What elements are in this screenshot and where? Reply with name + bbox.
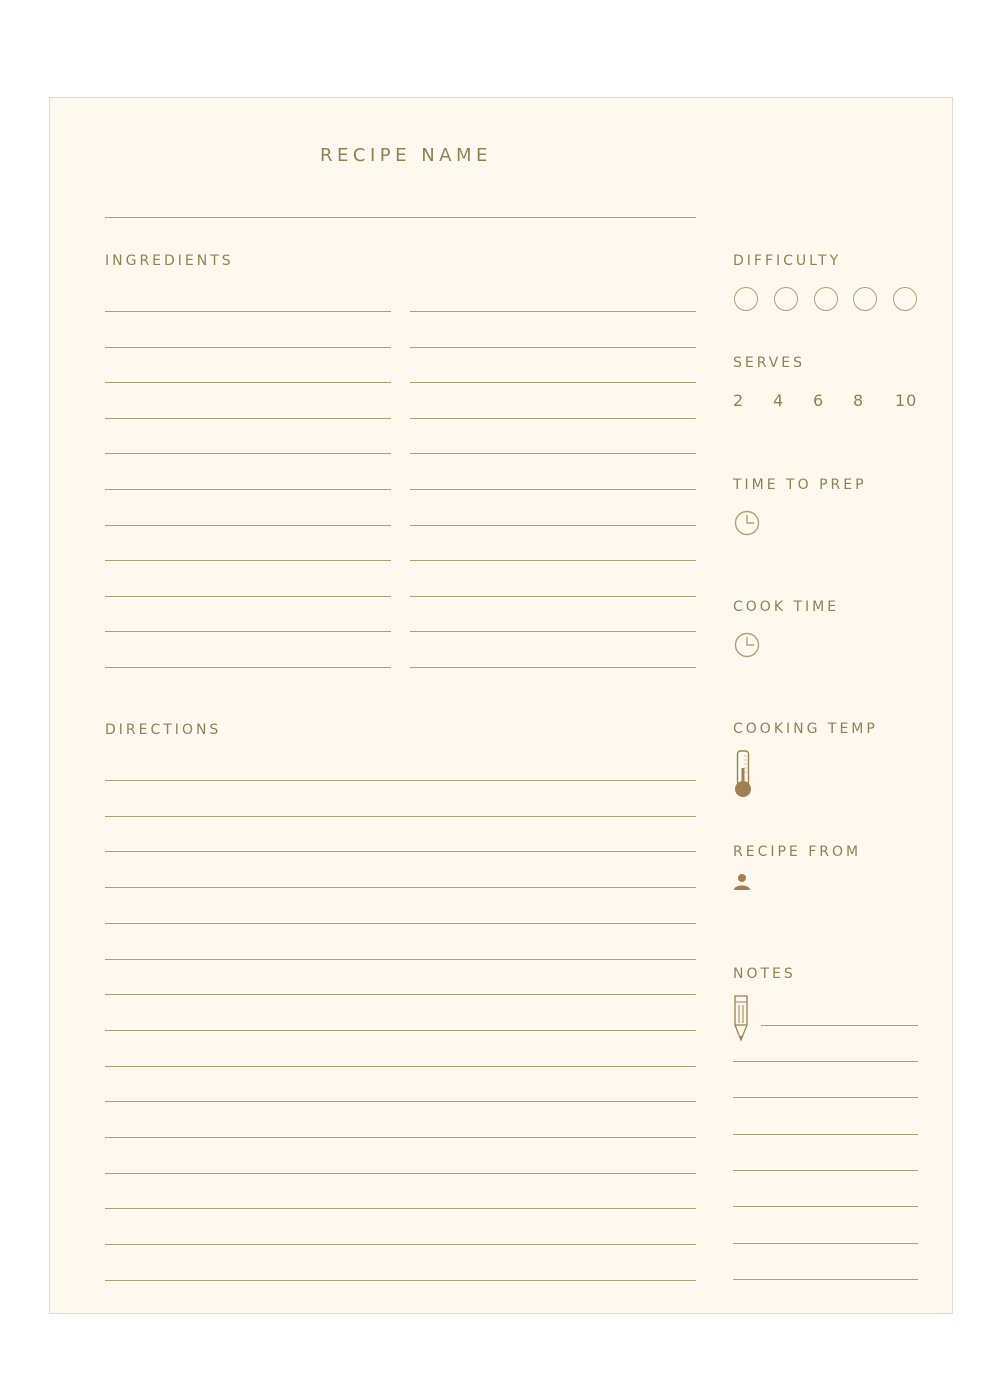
serves-option[interactable]: 4 (773, 391, 785, 410)
difficulty-circle[interactable] (734, 287, 758, 311)
direction-line[interactable] (105, 1280, 696, 1281)
direction-line[interactable] (105, 959, 696, 960)
cooking-temp-label: COOKING TEMP (733, 721, 878, 737)
serves-option[interactable]: 10 (895, 391, 918, 410)
thermometer-icon (734, 750, 752, 798)
notes-line[interactable] (761, 1025, 918, 1026)
difficulty-circle[interactable] (853, 287, 877, 311)
notes-line[interactable] (733, 1134, 918, 1135)
clock-icon (734, 632, 760, 658)
direction-line[interactable] (105, 1030, 696, 1031)
difficulty-circle[interactable] (774, 287, 798, 311)
recipe-from-label: RECIPE FROM (733, 844, 862, 860)
notes-line[interactable] (733, 1279, 918, 1280)
notes-line[interactable] (733, 1170, 918, 1171)
direction-line[interactable] (105, 887, 696, 888)
notes-line[interactable] (733, 1097, 918, 1098)
ingredient-line[interactable] (105, 667, 391, 668)
serves-option[interactable]: 6 (813, 391, 825, 410)
direction-line[interactable] (105, 994, 696, 995)
ingredient-line[interactable] (105, 631, 391, 632)
directions-label: DIRECTIONS (105, 722, 222, 738)
ingredient-line[interactable] (410, 347, 696, 348)
ingredients-label: INGREDIENTS (105, 253, 234, 269)
ingredient-line[interactable] (410, 525, 696, 526)
difficulty-circle[interactable] (893, 287, 917, 311)
ingredient-line[interactable] (105, 382, 391, 383)
clock-icon (734, 510, 760, 536)
ingredient-line[interactable] (105, 347, 391, 348)
time-to-prep-label: TIME TO PREP (733, 477, 867, 493)
difficulty-circle[interactable] (814, 287, 838, 311)
ingredient-line[interactable] (410, 631, 696, 632)
cook-time-label: COOK TIME (733, 599, 840, 615)
person-icon (733, 873, 751, 891)
ingredient-line[interactable] (105, 596, 391, 597)
notes-line[interactable] (733, 1206, 918, 1207)
serves-label: SERVES (733, 355, 806, 371)
ingredient-line[interactable] (410, 418, 696, 419)
direction-line[interactable] (105, 816, 696, 817)
ingredient-line[interactable] (105, 453, 391, 454)
ingredient-line[interactable] (410, 489, 696, 490)
ingredient-line[interactable] (410, 382, 696, 383)
notes-label: NOTES (733, 966, 796, 982)
ingredient-line[interactable] (410, 311, 696, 312)
recipe-name-line[interactable] (105, 217, 696, 218)
direction-line[interactable] (105, 1208, 696, 1209)
ingredient-line[interactable] (410, 560, 696, 561)
direction-line[interactable] (105, 1066, 696, 1067)
notes-line[interactable] (733, 1243, 918, 1244)
direction-line[interactable] (105, 851, 696, 852)
recipe-name-label: RECIPE NAME (320, 145, 492, 166)
ingredient-line[interactable] (105, 560, 391, 561)
direction-line[interactable] (105, 1137, 696, 1138)
direction-line[interactable] (105, 1101, 696, 1102)
direction-line[interactable] (105, 780, 696, 781)
serves-option[interactable]: 8 (853, 391, 865, 410)
notes-line[interactable] (733, 1061, 918, 1062)
ingredient-line[interactable] (410, 667, 696, 668)
pencil-icon (733, 995, 749, 1045)
ingredient-line[interactable] (105, 489, 391, 490)
ingredient-line[interactable] (410, 453, 696, 454)
direction-line[interactable] (105, 1244, 696, 1245)
ingredient-line[interactable] (105, 418, 391, 419)
ingredient-line[interactable] (410, 596, 696, 597)
difficulty-label: DIFFICULTY (733, 253, 842, 269)
serves-option[interactable]: 2 (733, 391, 745, 410)
ingredient-line[interactable] (105, 525, 391, 526)
recipe-card (49, 97, 953, 1314)
direction-line[interactable] (105, 923, 696, 924)
direction-line[interactable] (105, 1173, 696, 1174)
ingredient-line[interactable] (105, 311, 391, 312)
